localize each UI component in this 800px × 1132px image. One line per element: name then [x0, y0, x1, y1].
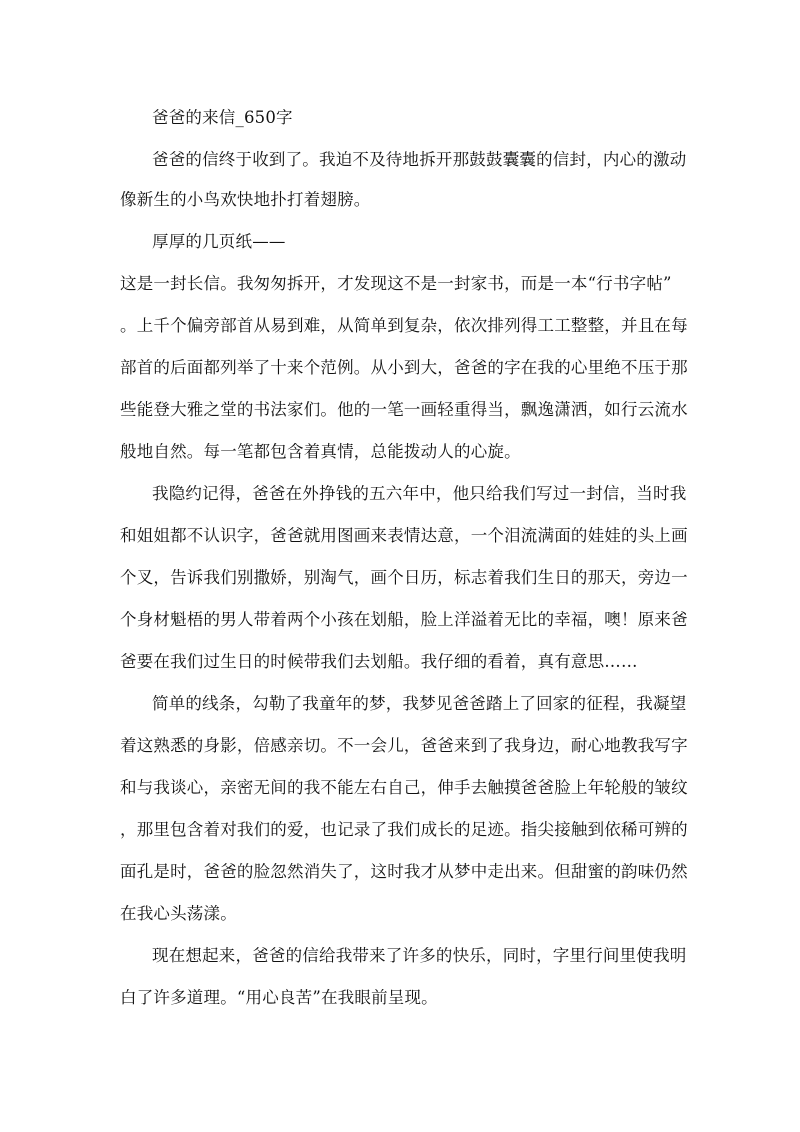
text-line: 个叉，告诉我们别撒娇，别淘气，画个日历，标志着我们生日的那天，旁边一 — [120, 568, 688, 587]
text-line: ，那里包含着对我们的爱，也记录了我们成长的足迹。指尖接触到依稀可辨的 — [120, 820, 688, 839]
text-line: 这是一封长信。我匆匆拆开，才发现这不是一封家书，而是一本“行书字帖” — [120, 274, 672, 293]
text-line: 爸要在我们过生日的时候带我们去划船。我仔细的看着，真有意思…… — [120, 652, 638, 671]
text-line: 现在想起来，爸爸的信给我带来了许多的快乐，同时，字里行间里使我明 — [152, 946, 687, 965]
text-line: 简单的线条，勾勒了我童年的梦，我梦见爸爸踏上了回家的征程，我凝望 — [152, 694, 687, 713]
text-line: 白了许多道理。“用心良苦”在我眼前呈现。 — [120, 988, 438, 1007]
document-title: 爸爸的来信_650字 — [152, 108, 293, 127]
text-line: 些能登大雅之堂的书法家们。他的一笔一画轻重得当，飘逸潇洒，如行云流水 — [120, 400, 688, 419]
text-line: 。上千个偏旁部首从易到难，从简单到复杂，依次排列得工工整整，并且在每 — [120, 316, 688, 335]
text-line: 在我心头荡漾。 — [120, 904, 237, 923]
text-line: 面孔是时，爸爸的脸忽然消失了，这时我才从梦中走出来。但甜蜜的韵味仍然 — [120, 862, 688, 881]
text-line: 厚厚的几页纸—— — [152, 232, 286, 251]
text-line: 爸爸的信终于收到了。我迫不及待地拆开那鼓鼓囊囊的信封，内心的激动 — [152, 150, 687, 169]
text-line: 和姐姐都不认识字，爸爸就用图画来表情达意，一个泪流满面的娃娃的头上画 — [120, 526, 688, 545]
text-line: 般地自然。每一笔都包含着真情，总能拨动人的心旋。 — [120, 442, 521, 461]
text-line: 着这熟悉的身影，倍感亲切。不一会儿，爸爸来到了我身边，耐心地教我写字 — [120, 736, 688, 755]
text-line: 和与我谈心，亲密无间的我不能左右自己，伸手去触摸爸爸脸上年轮般的皱纹 — [120, 778, 688, 797]
text-line: 部首的后面都列举了十来个范例。从小到大，爸爸的字在我的心里绝不压于那 — [120, 358, 688, 377]
text-line: 我隐约记得，爸爸在外挣钱的五六年中，他只给我们写过一封信，当时我 — [152, 484, 687, 503]
text-line: 像新生的小鸟欢快地扑打着翅膀。 — [120, 190, 371, 209]
text-line: 个身材魁梧的男人带着两个小孩在划船，脸上洋溢着无比的幸福，噢！原来爸 — [120, 610, 688, 629]
